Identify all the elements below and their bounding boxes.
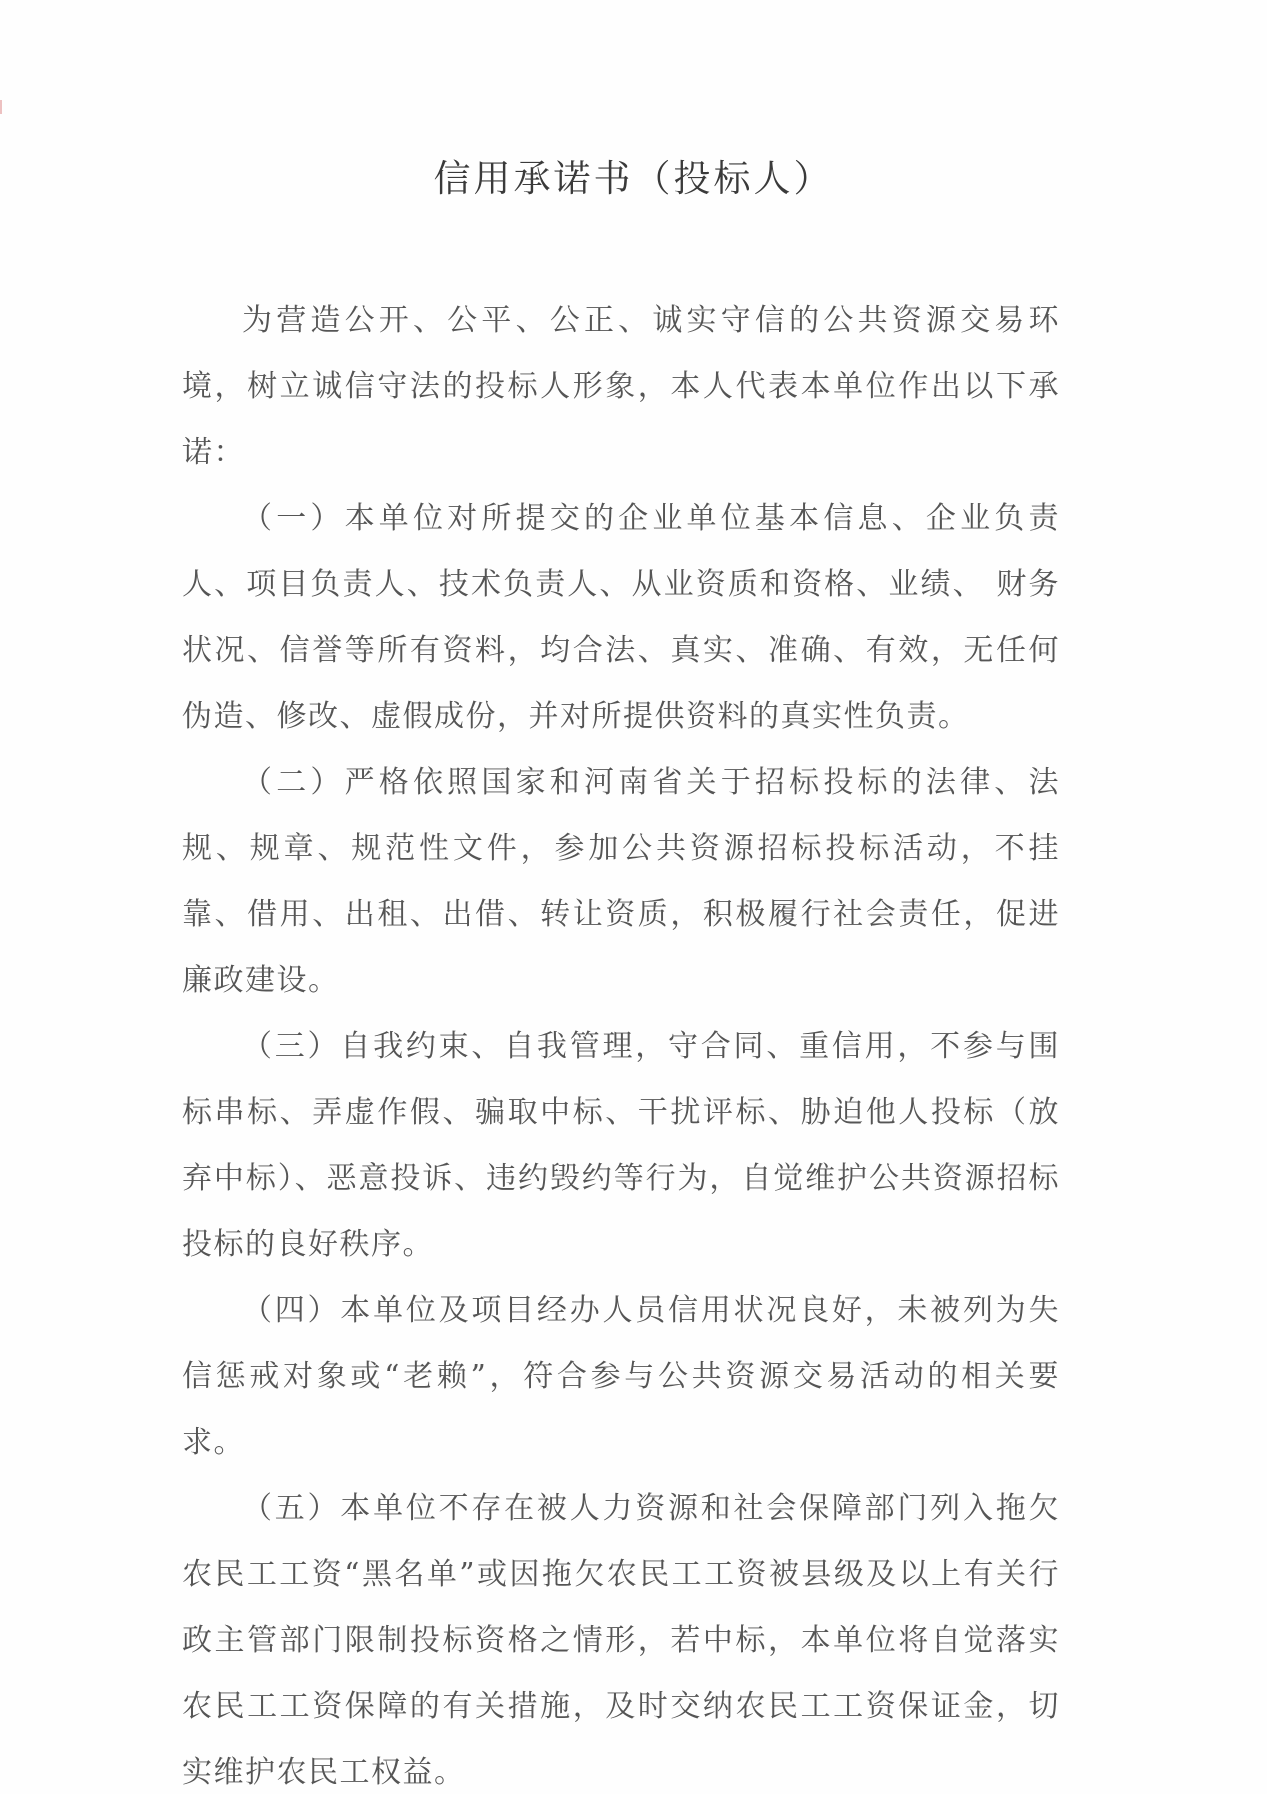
paragraph-item-3: （三）自我约束、自我管理，守合同、重信用，不参与围标串标、弄虚作假、骗取中标、干扰评标、胁迫他人投标（放弃中标）、恶意投诉、违约毁约等行为，自觉维护公共资源招标投标的良好秩序。 xyxy=(182,1029,1060,1262)
paragraph-intro: 为营造公开、公平、公正、诚实守信的公共资源交易环境，树立诚信守法的投标人形象，本人代表本单位作出以下承诺： xyxy=(182,303,1060,470)
document-title: 信用承诺书（投标人） xyxy=(433,157,834,200)
paragraph-item-4: （四）本单位及项目经办人员信用状况良好，未被列为失信惩戒对象或“老赖”，符合参与公共资源交易活动的相关要求。 xyxy=(182,1293,1060,1460)
document-body xyxy=(182,288,1060,1806)
margin-mark xyxy=(0,100,10,114)
paragraph-item-1: （一）本单位对所提交的企业单位基本信息、企业负责人、项目负责人、技术负责人、从业资质和资格、业绩、 财务状况、信誉等所有资料，均合法、真实、准确、有效，无任何伪造、修改、虚假成份，并对所提供资料的真实性负责。 xyxy=(182,501,1060,734)
paragraph-item-2: （二）严格依照国家和河南省关于招标投标的法律、法规、规章、规范性文件，参加公共资源招标投标活动，不挂靠、借用、出租、出借、转让资质，积极履行社会责任，促进廉政建设。 xyxy=(182,765,1060,998)
paragraph-item-5: （五）本单位不存在被人力资源和社会保障部门列入拖欠农民工工资“黑名单”或因拖欠农民工工资被县级及以上有关行政主管部门限制投标资格之情形，若中标，本单位将自觉落实农民工工资保障的有关措施，及时交纳农民工工资保证金，切实维护农民工权益。 xyxy=(182,1491,1060,1790)
